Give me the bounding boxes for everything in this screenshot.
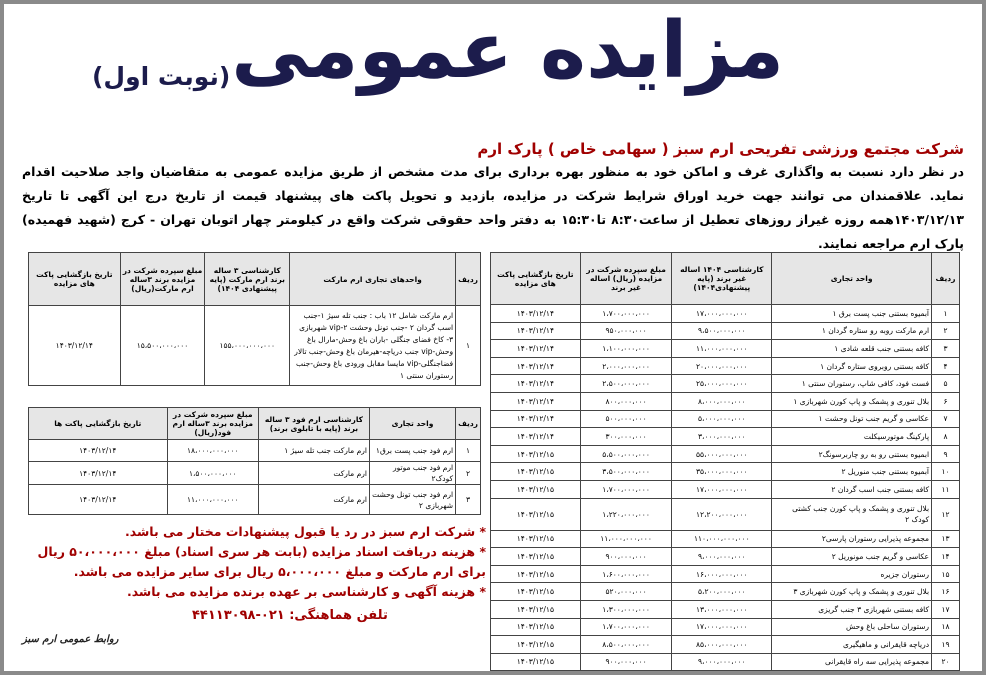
table-row bbox=[491, 392, 960, 410]
row-number: ۱۵ bbox=[932, 565, 960, 583]
opening-date: ۱۴۰۳/۱۲/۱۵ bbox=[491, 653, 581, 671]
main-table-body bbox=[491, 305, 960, 671]
table-row bbox=[491, 410, 960, 428]
deposit-amount: ۱۱،۰۰۰،۰۰۰،۰۰۰ bbox=[167, 485, 258, 515]
deposit-amount: ۱،۲۲۰،۰۰۰،۰۰۰ bbox=[580, 498, 672, 530]
deposit-amount: ۱،۷۰۰،۰۰۰،۰۰۰ bbox=[580, 480, 672, 498]
deposit-amount: ۹۵۰،۰۰۰،۰۰۰ bbox=[580, 322, 672, 340]
unit-name: فست فود، کافی شاپ، رستوران سنتی ۱ bbox=[772, 375, 932, 393]
table-row bbox=[29, 306, 481, 386]
unit-name: ارم فود جنب پست برق۱ bbox=[369, 440, 455, 462]
table-row bbox=[491, 480, 960, 498]
expert-price: ۳،۰۰۰،۰۰۰،۰۰۰ bbox=[672, 428, 772, 446]
row-number: ۱۸ bbox=[932, 618, 960, 636]
unit-name: ارم مارکت روبه رو ستاره گردان ۱ bbox=[772, 322, 932, 340]
column-header: کارشناسی ۳ ساله برند ارم مارکت (پایه پیشنهادی ۱۴۰۴) bbox=[205, 253, 290, 306]
column-header: تاریخ بازگشایی پاکت های مزایده bbox=[491, 253, 581, 305]
opening-date: ۱۴۰۳/۱۲/۱۴ bbox=[491, 357, 581, 375]
deposit-amount: ۵،۵۰۰،۰۰۰،۰۰۰ bbox=[580, 445, 672, 463]
page-title: مزایده عمومی bbox=[231, 6, 784, 96]
row-number: ۵ bbox=[932, 375, 960, 393]
deposit-amount: ۵۲۰،۰۰۰،۰۰۰ bbox=[580, 583, 672, 601]
row-number: ۱ bbox=[456, 440, 481, 462]
opening-date: ۱۴۰۳/۱۲/۱۵ bbox=[491, 480, 581, 498]
opening-date: ۱۴۰۳/۱۲/۱۵ bbox=[491, 583, 581, 601]
opening-date: ۱۴۰۳/۱۲/۱۵ bbox=[491, 565, 581, 583]
opening-date: ۱۴۰۳/۱۲/۱۵ bbox=[491, 548, 581, 566]
unit-name: کافه بستنی جنب قلعه شادی ۱ bbox=[772, 340, 932, 358]
advertisement-content bbox=[12, 6, 974, 667]
row-number: ۱۲ bbox=[932, 498, 960, 530]
column-header: مبلغ سپرده شرکت در مزایده برند ۳ساله ارم مارکت(ریال) bbox=[120, 253, 205, 306]
table-row bbox=[491, 463, 960, 481]
unit-name: کافه بستنی روبروی ستاره گردان ۱ bbox=[772, 357, 932, 375]
table-row bbox=[491, 375, 960, 393]
opening-date: ۱۴۰۳/۱۲/۱۴ bbox=[29, 462, 168, 485]
table-row bbox=[491, 305, 960, 323]
expert-price: ۱۵۵،۰۰۰،۰۰۰،۰۰۰ bbox=[205, 306, 290, 386]
deposit-amount: ۲،۰۰۰،۰۰۰،۰۰۰ bbox=[580, 357, 672, 375]
expert-price: ۱۷،۰۰۰،۰۰۰،۰۰۰ bbox=[672, 480, 772, 498]
opening-date: ۱۴۰۳/۱۲/۱۵ bbox=[491, 600, 581, 618]
row-number: ۲ bbox=[456, 462, 481, 485]
erum-food-table-body bbox=[29, 440, 481, 515]
expert-price: ۱۳،۰۰۰،۰۰۰،۰۰۰ bbox=[672, 600, 772, 618]
expert-price: ۵،۲۰۰،۰۰۰،۰۰۰ bbox=[672, 583, 772, 601]
table-row bbox=[491, 340, 960, 358]
unit-name: ارم فود جنب موتور کودک۲ bbox=[369, 462, 455, 485]
table-row bbox=[491, 565, 960, 583]
deposit-amount: ۸،۵۰۰،۰۰۰،۰۰۰ bbox=[580, 636, 672, 654]
unit-name: آبمیوه بستنی جنب منوریل ۲ bbox=[772, 463, 932, 481]
table-row bbox=[29, 485, 481, 515]
table-row bbox=[29, 462, 481, 485]
column-header: تاریخ بازگشایی پاکت ها bbox=[29, 408, 168, 440]
opening-date: ۱۴۰۳/۱۲/۱۴ bbox=[29, 306, 121, 386]
table-row bbox=[491, 445, 960, 463]
row-number: ۹ bbox=[932, 445, 960, 463]
unit-name: رستوران ساحلی باغ وحش bbox=[772, 618, 932, 636]
row-number: ۱۷ bbox=[932, 600, 960, 618]
opening-date: ۱۴۰۳/۱۲/۱۴ bbox=[491, 322, 581, 340]
deposit-amount: ۱۸،۰۰۰،۰۰۰،۰۰۰ bbox=[167, 440, 258, 462]
expert-price: ۸،۰۰۰،۰۰۰،۰۰۰ bbox=[672, 392, 772, 410]
erum-food-table bbox=[28, 407, 481, 515]
column-header: ردیف bbox=[932, 253, 960, 305]
row-number: ۱۰ bbox=[932, 463, 960, 481]
column-header: کارشناسی ۱۴۰۴ اساله غیر برند (پایه پیشنهادی۱۴۰۴) bbox=[672, 253, 772, 305]
opening-date: ۱۴۰۳/۱۲/۱۵ bbox=[491, 498, 581, 530]
expert-price: ارم مارکت bbox=[258, 462, 369, 485]
expert-price: ۵،۰۰۰،۰۰۰،۰۰۰ bbox=[672, 410, 772, 428]
column-header: مبلغ سپرده شرکت در مزایده (ریال) اساله غیر برند bbox=[580, 253, 672, 305]
intro-paragraph: در نظر دارد نسبت به واگذاری غرف و اماکن خود به منظور بهره برداری برای مدت مشخص از طریق مزایده عمومی به متقاضیان واجد صلاحیت اقدام نماید. علاقمندان می توانند جهت خرید اوراق شرایط شرکت در مزایده، بازدید و تحویل پاکت های پیشنهاد قیمت از تاریخ درج این آگهی تا تاریخ ۱۴۰۳/۱۲/۱۳همه روزه غیراز روزهای تعطیل از ساعت۸:۳۰ تا۱۵:۳۰ به دفتر واحد حقوقی شرکت واقع در کیلومتر چهار اتوبان تهران - کرج (شهید فهمیده) پارک ارم مراجعه نمایند. bbox=[22, 164, 964, 251]
deposit-amount: ۱،۶۰۰،۰۰۰،۰۰۰ bbox=[580, 565, 672, 583]
table-row bbox=[491, 548, 960, 566]
unit-name: مجموعه پذیرایی رستوران پارسی۲ bbox=[772, 530, 932, 548]
company-name: شرکت مجتمع ورزشی تفریحی ارم سبز ( سهامی خاص ) پارک ارم bbox=[477, 140, 964, 158]
expert-price: ۸۵،۰۰۰،۰۰۰،۰۰۰ bbox=[672, 636, 772, 654]
expert-price: ۱۶،۰۰۰،۰۰۰،۰۰۰ bbox=[672, 565, 772, 583]
expert-price: ۱۱،۰۰۰،۰۰۰،۰۰۰ bbox=[672, 340, 772, 358]
expert-price: ۹،۰۰۰،۰۰۰،۰۰۰ bbox=[672, 653, 772, 671]
opening-date: ۱۴۰۳/۱۲/۱۴ bbox=[491, 392, 581, 410]
signature: روابط عمومی ارم سبز bbox=[22, 634, 119, 645]
unit-name: ارم فود جنب تونل وحشت شهربازی ۲ bbox=[369, 485, 455, 515]
erum-market-table bbox=[28, 252, 481, 386]
expert-price: ۱۱۰،۰۰۰،۰۰۰،۰۰۰ bbox=[672, 530, 772, 548]
column-header: ردیف bbox=[456, 253, 481, 306]
expert-price: ۱۲،۲۰۰،۰۰۰،۰۰۰ bbox=[672, 498, 772, 530]
expert-price: ۹،۰۰۰،۰۰۰،۰۰۰ bbox=[672, 548, 772, 566]
table-row bbox=[491, 428, 960, 446]
expert-price: ۲۰،۰۰۰،۰۰۰،۰۰۰ bbox=[672, 357, 772, 375]
column-header: کارشناسی ارم فود ۳ ساله برند (پایه با تابلوی برند) bbox=[258, 408, 369, 440]
opening-date: ۱۴۰۳/۱۲/۱۵ bbox=[491, 445, 581, 463]
row-number: ۳ bbox=[932, 340, 960, 358]
deposit-amount: ۱،۷۰۰،۰۰۰،۰۰۰ bbox=[580, 618, 672, 636]
column-header: واحد تجاری bbox=[369, 408, 455, 440]
note-item: * شرکت ارم سبز در رد یا قبول پیشنهادات مختار می باشد. bbox=[125, 524, 486, 539]
expert-price: ارم مارکت جنب تله سیژ ۱ bbox=[258, 440, 369, 462]
table-row bbox=[491, 600, 960, 618]
row-number: ۱ bbox=[456, 306, 481, 386]
deposit-amount: ۲،۵۰۰،۰۰۰،۰۰۰ bbox=[580, 375, 672, 393]
column-header: واحدهای تجاری ارم مارکت bbox=[290, 253, 456, 306]
expert-price: ارم مارکت bbox=[258, 485, 369, 515]
row-number: ۸ bbox=[932, 428, 960, 446]
main-auction-table bbox=[490, 252, 960, 671]
deposit-amount: ۳،۵۰۰،۰۰۰،۰۰۰ bbox=[580, 463, 672, 481]
deposit-amount: ۹۰۰،۰۰۰،۰۰۰ bbox=[580, 653, 672, 671]
expert-price: ۱۷،۰۰۰،۰۰۰،۰۰۰ bbox=[672, 305, 772, 323]
row-number: ۴ bbox=[932, 357, 960, 375]
notes-section bbox=[26, 522, 486, 602]
row-number: ۱۱ bbox=[932, 480, 960, 498]
row-number: ۱۹ bbox=[932, 636, 960, 654]
unit-name: بلال تنوری و پشمک و پاپ کورن جنب کشتی کودک ۲ bbox=[772, 498, 932, 530]
table-row bbox=[491, 530, 960, 548]
unit-name: مجموعه پذیرایی سه راه قایقرانی bbox=[772, 653, 932, 671]
deposit-amount: ۳۰۰،۰۰۰،۰۰۰ bbox=[580, 428, 672, 446]
opening-date: ۱۴۰۳/۱۲/۱۵ bbox=[491, 618, 581, 636]
deposit-amount: ۹۰۰،۰۰۰،۰۰۰ bbox=[580, 548, 672, 566]
unit-name: آبمیوه بستنی جنب پست برق ۱ bbox=[772, 305, 932, 323]
column-header: واحد تجاری bbox=[772, 253, 932, 305]
unit-name: ابمیوه بستنی رو به رو چاربرسونگ۲ bbox=[772, 445, 932, 463]
unit-name: عکاسی و گریم جنب مونوریل ۲ bbox=[772, 548, 932, 566]
table-row bbox=[491, 357, 960, 375]
deposit-amount: ۱،۳۰۰،۰۰۰،۰۰۰ bbox=[580, 600, 672, 618]
column-header: تاریخ بازگشایی پاکت های مزایده bbox=[29, 253, 121, 306]
unit-name: بلال تنوری و پشمک و پاپ کورن شهربازی ۱ bbox=[772, 392, 932, 410]
table-row bbox=[491, 498, 960, 530]
row-number: ۱۳ bbox=[932, 530, 960, 548]
deposit-amount: ۱،۷۰۰،۰۰۰،۰۰۰ bbox=[580, 305, 672, 323]
unit-name: دریاچه قایقرانی و ماهیگیری bbox=[772, 636, 932, 654]
contact-phone: تلفن هماهنگی: ۰۲۱-۴۴۱۱۳۰۹۸ bbox=[192, 608, 388, 623]
deposit-amount: ۱،۵۰۰،۰۰۰،۰۰۰ bbox=[167, 462, 258, 485]
row-number: ۲ bbox=[932, 322, 960, 340]
unit-name: پارکینگ موتورسیکلت bbox=[772, 428, 932, 446]
deposit-amount: ۱،۱۰۰،۰۰۰،۰۰۰ bbox=[580, 340, 672, 358]
table-row bbox=[491, 583, 960, 601]
opening-date: ۱۴۰۳/۱۲/۱۴ bbox=[491, 340, 581, 358]
table-header-row bbox=[491, 253, 960, 305]
deposit-amount: ۵۰۰،۰۰۰،۰۰۰ bbox=[580, 410, 672, 428]
opening-date: ۱۴۰۳/۱۲/۱۵ bbox=[491, 463, 581, 481]
unit-name: عکاسی و گریم جنب تونل وحشت ۱ bbox=[772, 410, 932, 428]
deposit-amount: ۸۰۰،۰۰۰،۰۰۰ bbox=[580, 392, 672, 410]
table-row bbox=[491, 636, 960, 654]
expert-price: ۳۵،۰۰۰،۰۰۰،۰۰۰ bbox=[672, 463, 772, 481]
opening-date: ۱۴۰۳/۱۲/۱۴ bbox=[491, 428, 581, 446]
unit-name: ارم مارکت شامل ۱۲ باب : جنب تله سیژ ۱-جنب اسب گردان ۲ -جنب تونل وحشت ۲-vip شهربازی ۳- کاخ فضای جنگلی -باران باغ وحش-مارال باغ وحش-vip جنب دریاچه-هیرمان باغ وحش-جنب تالار فضاجنگلی-vip مایسا مقابل ورودی باغ وحش-جنب رستوران سنتی ۱ bbox=[290, 306, 456, 386]
column-header: ردیف bbox=[456, 408, 481, 440]
row-number: ۱۶ bbox=[932, 583, 960, 601]
column-header: مبلغ سپرده شرکت در مزایده برند ۳ساله ارم فود(ریال) bbox=[167, 408, 258, 440]
table-row bbox=[29, 440, 481, 462]
opening-date: ۱۴۰۳/۱۲/۱۴ bbox=[491, 410, 581, 428]
row-number: ۳ bbox=[456, 485, 481, 515]
table-row bbox=[491, 322, 960, 340]
unit-name: کافه بستنی جنب اسب گردان ۲ bbox=[772, 480, 932, 498]
expert-price: ۹،۵۰۰،۰۰۰،۰۰۰ bbox=[672, 322, 772, 340]
opening-date: ۱۴۰۳/۱۲/۱۴ bbox=[491, 375, 581, 393]
deposit-amount: ۱۵،۵۰۰،۰۰۰،۰۰۰ bbox=[120, 306, 205, 386]
note-item: * هزینه آگهی و کارشناسی بر عهده برنده مزایده می باشد. bbox=[126, 584, 486, 599]
note-item: * هزینه دریافت اسناد مزایده (بابت هر سری اسناد) مبلغ ۵۰،۰۰۰،۰۰۰ ریال برای ارم مارکت و مبلغ ۵،۰۰۰،۰۰۰ ریال برای سایر مزایده می باشد. bbox=[37, 544, 486, 579]
row-number: ۱۴ bbox=[932, 548, 960, 566]
deposit-amount: ۱۱،۰۰۰،۰۰۰،۰۰۰ bbox=[580, 530, 672, 548]
opening-date: ۱۴۰۳/۱۲/۱۴ bbox=[491, 305, 581, 323]
unit-name: کافه بستنی شهربازی ۳ جنب گریزی bbox=[772, 600, 932, 618]
table-header-row bbox=[29, 408, 481, 440]
row-number: ۲۰ bbox=[932, 653, 960, 671]
table-row bbox=[491, 653, 960, 671]
opening-date: ۱۴۰۳/۱۲/۱۴ bbox=[29, 485, 168, 515]
page-subtitle: (نوبت اول) bbox=[92, 62, 231, 91]
expert-price: ۲۵،۰۰۰،۰۰۰،۰۰۰ bbox=[672, 375, 772, 393]
opening-date: ۱۴۰۳/۱۲/۱۵ bbox=[491, 636, 581, 654]
table-header-row bbox=[29, 253, 481, 306]
unit-name: بلال تنوری و پشمک و پاپ کورن شهربازی ۳ bbox=[772, 583, 932, 601]
unit-name: رستوران جزیره bbox=[772, 565, 932, 583]
row-number: ۷ bbox=[932, 410, 960, 428]
opening-date: ۱۴۰۳/۱۲/۱۵ bbox=[491, 530, 581, 548]
expert-price: ۱۷،۰۰۰،۰۰۰،۰۰۰ bbox=[672, 618, 772, 636]
table-row bbox=[491, 618, 960, 636]
row-number: ۶ bbox=[932, 392, 960, 410]
row-number: ۱ bbox=[932, 305, 960, 323]
expert-price: ۵۵،۰۰۰،۰۰۰،۰۰۰ bbox=[672, 445, 772, 463]
opening-date: ۱۴۰۳/۱۲/۱۴ bbox=[29, 440, 168, 462]
